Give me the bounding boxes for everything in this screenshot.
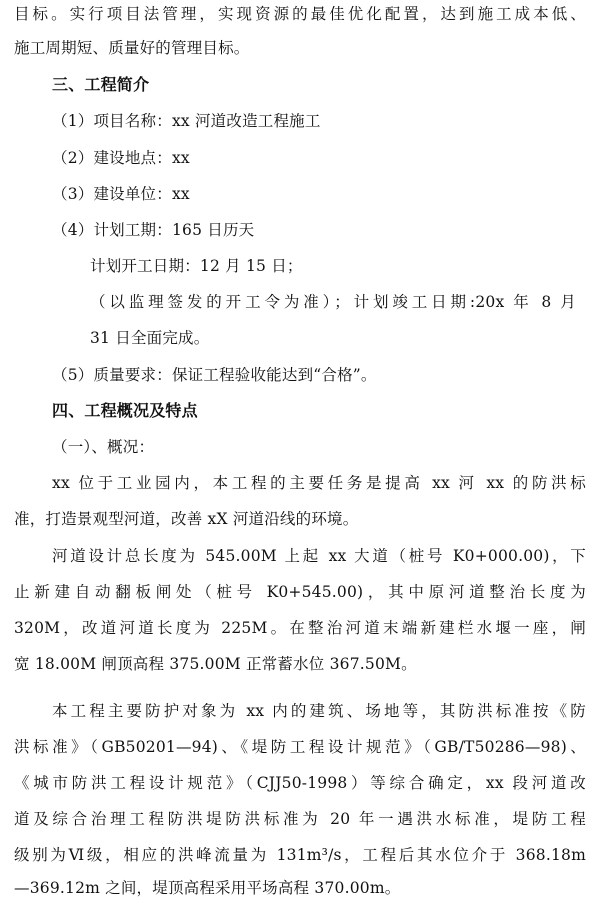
list-item: （2）建设地点：xx bbox=[52, 149, 190, 167]
paragraph-line: 施工周期短、质量好的管理目标。 bbox=[14, 39, 250, 57]
paragraph-line: —369.12m 之间，堤顶高程采用平场高程 370.00m。 bbox=[14, 879, 401, 897]
paragraph-line: 河道设计总长度为 545.00M 上起 xx 大道（桩号 K0+000.00)，下 bbox=[52, 547, 586, 565]
list-item-detail: 31 日全面完成。 bbox=[90, 329, 210, 347]
list-item: （1）项目名称：xx 河道改造工程施工 bbox=[52, 112, 321, 130]
paragraph-line: 本工程主要防护对象为 xx 内的建筑、场地等，其防洪标准按《防 bbox=[52, 702, 586, 720]
paragraph-line: 目标。实行项目法管理，实现资源的最佳优化配置，达到施工成本低、 bbox=[14, 5, 586, 23]
paragraph-line: 《城市防洪工程设计规范》（CJJ50-1998）等综合确定，xx 段河道改 bbox=[14, 774, 586, 792]
list-item: （3）建设单位：xx bbox=[52, 185, 190, 203]
list-item: （5）质量要求：保证工程验收能达到“合格”。 bbox=[52, 366, 377, 384]
paragraph-line: 道及综合治理工程防洪堤防洪标准为 20 年一遇洪水标准，堤防工程 bbox=[14, 810, 586, 828]
paragraph-line: 洪标准》（GB50201—94)、《堤防工程设计规范》（GB/T50286—98)、 bbox=[14, 738, 586, 756]
section-heading: 四、工程概况及特点 bbox=[52, 401, 198, 420]
list-item: （4）计划工期：165 日历天 bbox=[52, 221, 255, 239]
paragraph-line: xx 位于工业园内，本工程的主要任务是提高 xx 河 xx 的防洪标 bbox=[52, 474, 586, 492]
section-heading: 三、工程简介 bbox=[52, 75, 150, 94]
subsection-heading: （一）、概况： bbox=[52, 438, 155, 456]
paragraph-line: 准，打造景观型河道，改善 xX 河道沿线的环境。 bbox=[14, 510, 359, 528]
paragraph-line: 宽 18.00M 闸顶高程 375.00M 正常蓄水位 367.50M。 bbox=[14, 655, 417, 673]
paragraph-line: 止新建自动翻板闸处（桩号 K0+545.00)，其中原河道整治长度为 bbox=[14, 583, 586, 601]
list-item-detail: （以监理签发的开工令为准）；计划竣工日期:20x 年 8 月 bbox=[90, 293, 576, 311]
paragraph-line: 级别为Ⅵ级，相应的洪峰流量为 131m³/s，工程后其水位介于 368.18m bbox=[14, 846, 586, 864]
paragraph-line: 320M，改道河道长度为 225M。在整治河道末端新建栏水堰一座，闸 bbox=[14, 619, 586, 637]
list-item-detail: 计划开工日期：12 月 15 日； bbox=[90, 257, 303, 275]
